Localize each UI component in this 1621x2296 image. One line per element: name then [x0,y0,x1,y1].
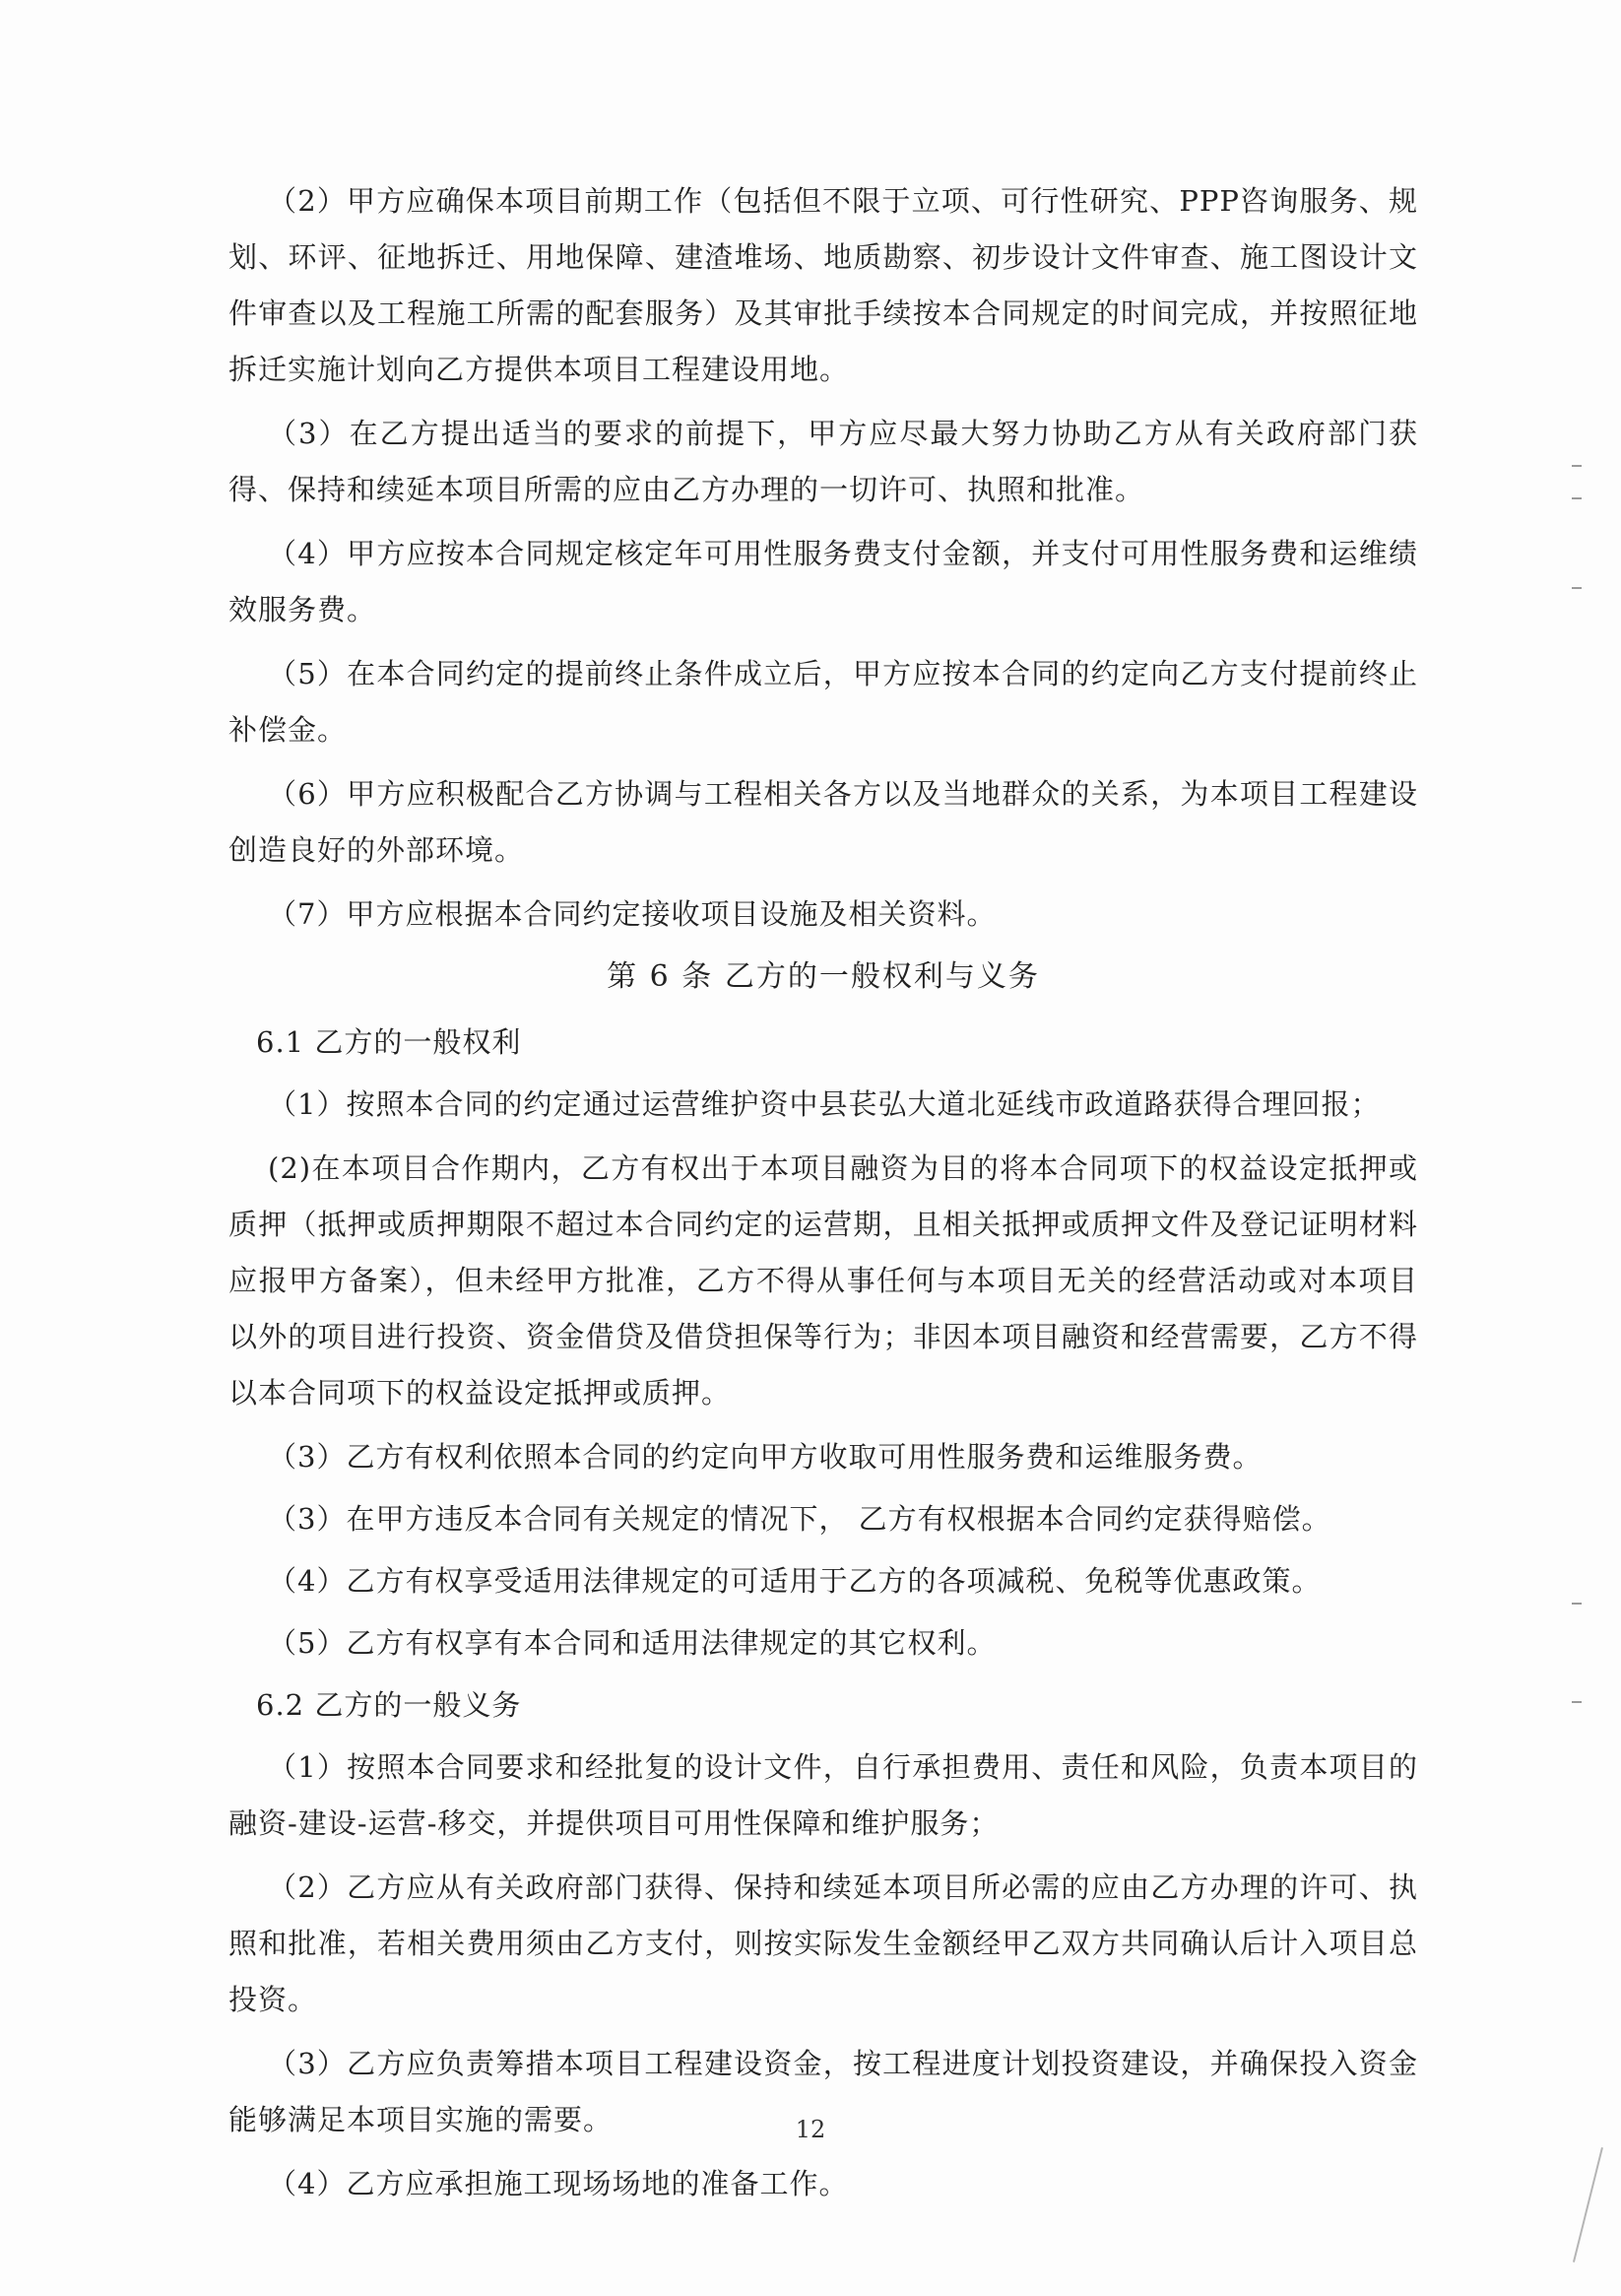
scan-edge-line [1573,2147,1603,2263]
paragraph-rights-5: （5）乙方有权享有本合同和适用法律规定的其它权利。 [268,1626,997,1660]
scan-mark [1572,465,1582,467]
scan-mark [1572,1701,1582,1703]
paragraph-party-a-6: （6）甲方应积极配合乙方协调与工程相关各方以及当地群众的关系，为本项目工程建设创造良好的外部环境。 [228,777,1418,867]
scan-mark [1572,1603,1582,1605]
paragraph-rights-4: （4）乙方有权享受适用法律规定的可适用于乙方的各项减税、免税等优惠政策。 [268,1564,1322,1598]
paragraph-obligations-4: （4）乙方应承担施工现场场地的准备工作。 [268,2167,849,2200]
document-body [228,173,1418,2220]
paragraph-obligations-1: （1）按照本合同要求和经批复的设计文件，自行承担费用、责任和风险，负责本项目的融资-建设-运营-移交，并提供项目可用性保障和维护服务； [228,1750,1418,1840]
paragraph-obligations-3: （3）乙方应负责筹措本项目工程建设资金，按工程进度计划投资建设，并确保投入资金能够满足本项目实施的需要。 [228,2047,1418,2136]
paragraph-party-a-2: （2）甲方应确保本项目前期工作（包括但不限于立项、可行性研究、PPP咨询服务、规划、环评、征地拆迁、用地保障、建渣堆场、地质勘察、初步设计文件审查、施工图设计文件审查以及工程施工所需的配套服务）及其审批手续按本合同规定的时间完成，并按照征地拆迁实施计划向乙方提供本项目工程建设用地。 [228,184,1418,386]
section-6-2-title: 6.2 乙方的一般义务 [256,1688,522,1722]
paragraph-obligations-2: （2）乙方应从有关政府部门获得、保持和续延本项目所必需的应由乙方办理的许可、执照和批准，若相关费用须由乙方支付，则按实际发生金额经甲乙双方共同确认后计入项目总投资。 [228,1870,1418,2016]
paragraph-party-a-5: （5）在本合同约定的提前终止条件成立后，甲方应按本合同的约定向乙方支付提前终止补偿金。 [228,657,1418,747]
paragraph-party-a-4: （4）甲方应按本合同规定核定年可用性服务费支付金额，并支付可用性服务费和运维绩效服务费。 [228,537,1418,626]
page-number: 12 [795,2116,826,2143]
article-heading: 第 6 条 乙方的一般权利与义务 [607,959,1040,994]
paragraph-rights-3a: （3）乙方有权利依照本合同的约定向甲方收取可用性服务费和运维服务费。 [268,1440,1263,1474]
paragraph-rights-2: (2)在本项目合作期内，乙方有权出于本项目融资为目的将本合同项下的权益设定抵押或质押（抵押或质押期限不超过本合同约定的运营期，且相关抵押或质押文件及登记证明材料应报甲方备案），但未经甲方批准，乙方不得从事任何与本项目无关的经营活动或对本项目以外的项目进行投资、资金借贷及借贷担保等行为；非因本项目融资和经营需要，乙方不得以本合同项下的权益设定抵押或质押。 [228,1151,1418,1410]
scan-mark [1572,497,1582,499]
paragraph-party-a-7: （7）甲方应根据本合同约定接收项目设施及相关资料。 [268,897,997,931]
paragraph-rights-3b: （3）在甲方违反本合同有关规定的情况下， 乙方有权根据本合同约定获得赔偿。 [268,1502,1331,1536]
paragraph-rights-1: （1）按照本合同的约定通过运营维护资中县苌弘大道北延线市政道路获得合理回报； [268,1087,1381,1121]
scan-mark [1572,587,1582,589]
section-6-1-title: 6.1 乙方的一般权利 [256,1025,522,1059]
paragraph-party-a-3: （3）在乙方提出适当的要求的前提下，甲方应尽最大努力协助乙方从有关政府部门获得、保持和续延本项目所需的应由乙方办理的一切许可、执照和批准。 [228,417,1418,506]
